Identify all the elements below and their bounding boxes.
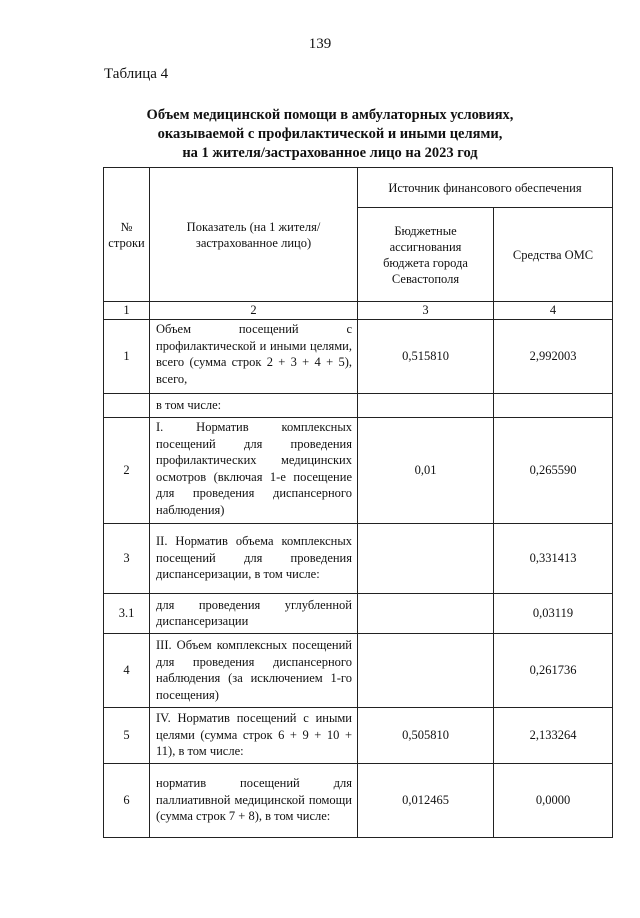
column-number: 1 — [104, 302, 150, 320]
row-indicator: IV. Норматив посещений с иными целями (сумма строк 6 + 9 + 10 + 11), в том числе: — [150, 708, 358, 764]
row-oms-value: 0,265590 — [494, 418, 613, 524]
row-oms-value: 0,0000 — [494, 764, 613, 838]
header-indicator: Показатель (на 1 жителя/застрахованное лицо) — [150, 168, 358, 302]
row-budget-value: 0,012465 — [358, 764, 494, 838]
title-line-2: оказываемой с профилактической и иными целями, — [157, 126, 503, 142]
row-budget-value: 0,505810 — [358, 708, 494, 764]
row-budget-value — [358, 634, 494, 708]
row-budget-value: 0,01 — [358, 418, 494, 524]
row-budget-value — [358, 594, 494, 634]
row-indicator: III. Объем комплексных посещений для проведения диспансерного наблюдения (за исключением 1-го посещения) — [150, 634, 358, 708]
header-budget: Бюджетные ассигнования бюджета города Севастополя — [358, 208, 494, 302]
header-row-number: № строки — [104, 168, 150, 302]
column-number-row — [104, 302, 613, 320]
row-number — [104, 394, 150, 418]
table-row — [104, 764, 613, 838]
table-row — [104, 594, 613, 634]
row-oms-value: 0,331413 — [494, 524, 613, 594]
column-number: 4 — [494, 302, 613, 320]
row-indicator: в том числе: — [150, 394, 358, 418]
row-oms-value: 0,261736 — [494, 634, 613, 708]
table-label: Таблица 4 — [104, 66, 169, 82]
title-line-1: Объем медицинской помощи в амбулаторных условиях, — [146, 107, 514, 123]
table-row — [104, 320, 613, 394]
table-row — [104, 394, 613, 418]
row-number: 3 — [104, 524, 150, 594]
table-row — [104, 524, 613, 594]
row-number: 5 — [104, 708, 150, 764]
row-indicator: I. Норматив комплексных посещений для проведения профилактических медицинских осмотров (включая 1-е посещение для проведения диспансерного наблюдения) — [150, 418, 358, 524]
table-row — [104, 708, 613, 764]
volume-table — [103, 167, 613, 838]
row-number: 2 — [104, 418, 150, 524]
table-row — [104, 634, 613, 708]
header-oms: Средства ОМС — [494, 208, 613, 302]
row-indicator: II. Норматив объема комплексных посещений для проведения диспансеризации, в том числе: — [150, 524, 358, 594]
row-budget-value — [358, 524, 494, 594]
column-number: 2 — [150, 302, 358, 320]
column-number: 3 — [358, 302, 494, 320]
page-number: 139 — [308, 36, 332, 52]
row-number: 3.1 — [104, 594, 150, 634]
table-title — [120, 106, 540, 163]
header-funding-source: Источник финансового обеспечения — [358, 168, 613, 208]
row-indicator: Объем посещений с профилактической и иными целями, всего (сумма строк 2 + 3 + 4 + 5), всего, — [150, 320, 358, 394]
row-budget-value: 0,515810 — [358, 320, 494, 394]
table-row — [104, 418, 613, 524]
row-number: 1 — [104, 320, 150, 394]
row-number: 6 — [104, 764, 150, 838]
row-oms-value: 0,03119 — [494, 594, 613, 634]
row-indicator: для проведения углубленной диспансеризации — [150, 594, 358, 634]
row-budget-value — [358, 394, 494, 418]
row-number: 4 — [104, 634, 150, 708]
row-oms-value: 2,992003 — [494, 320, 613, 394]
row-indicator: норматив посещений для паллиативной медицинской помощи (сумма строк 7 + 8), в том числе: — [150, 764, 358, 838]
row-oms-value: 2,133264 — [494, 708, 613, 764]
row-oms-value — [494, 394, 613, 418]
title-line-3: на 1 жителя/застрахованное лицо на 2023 год — [182, 145, 478, 161]
